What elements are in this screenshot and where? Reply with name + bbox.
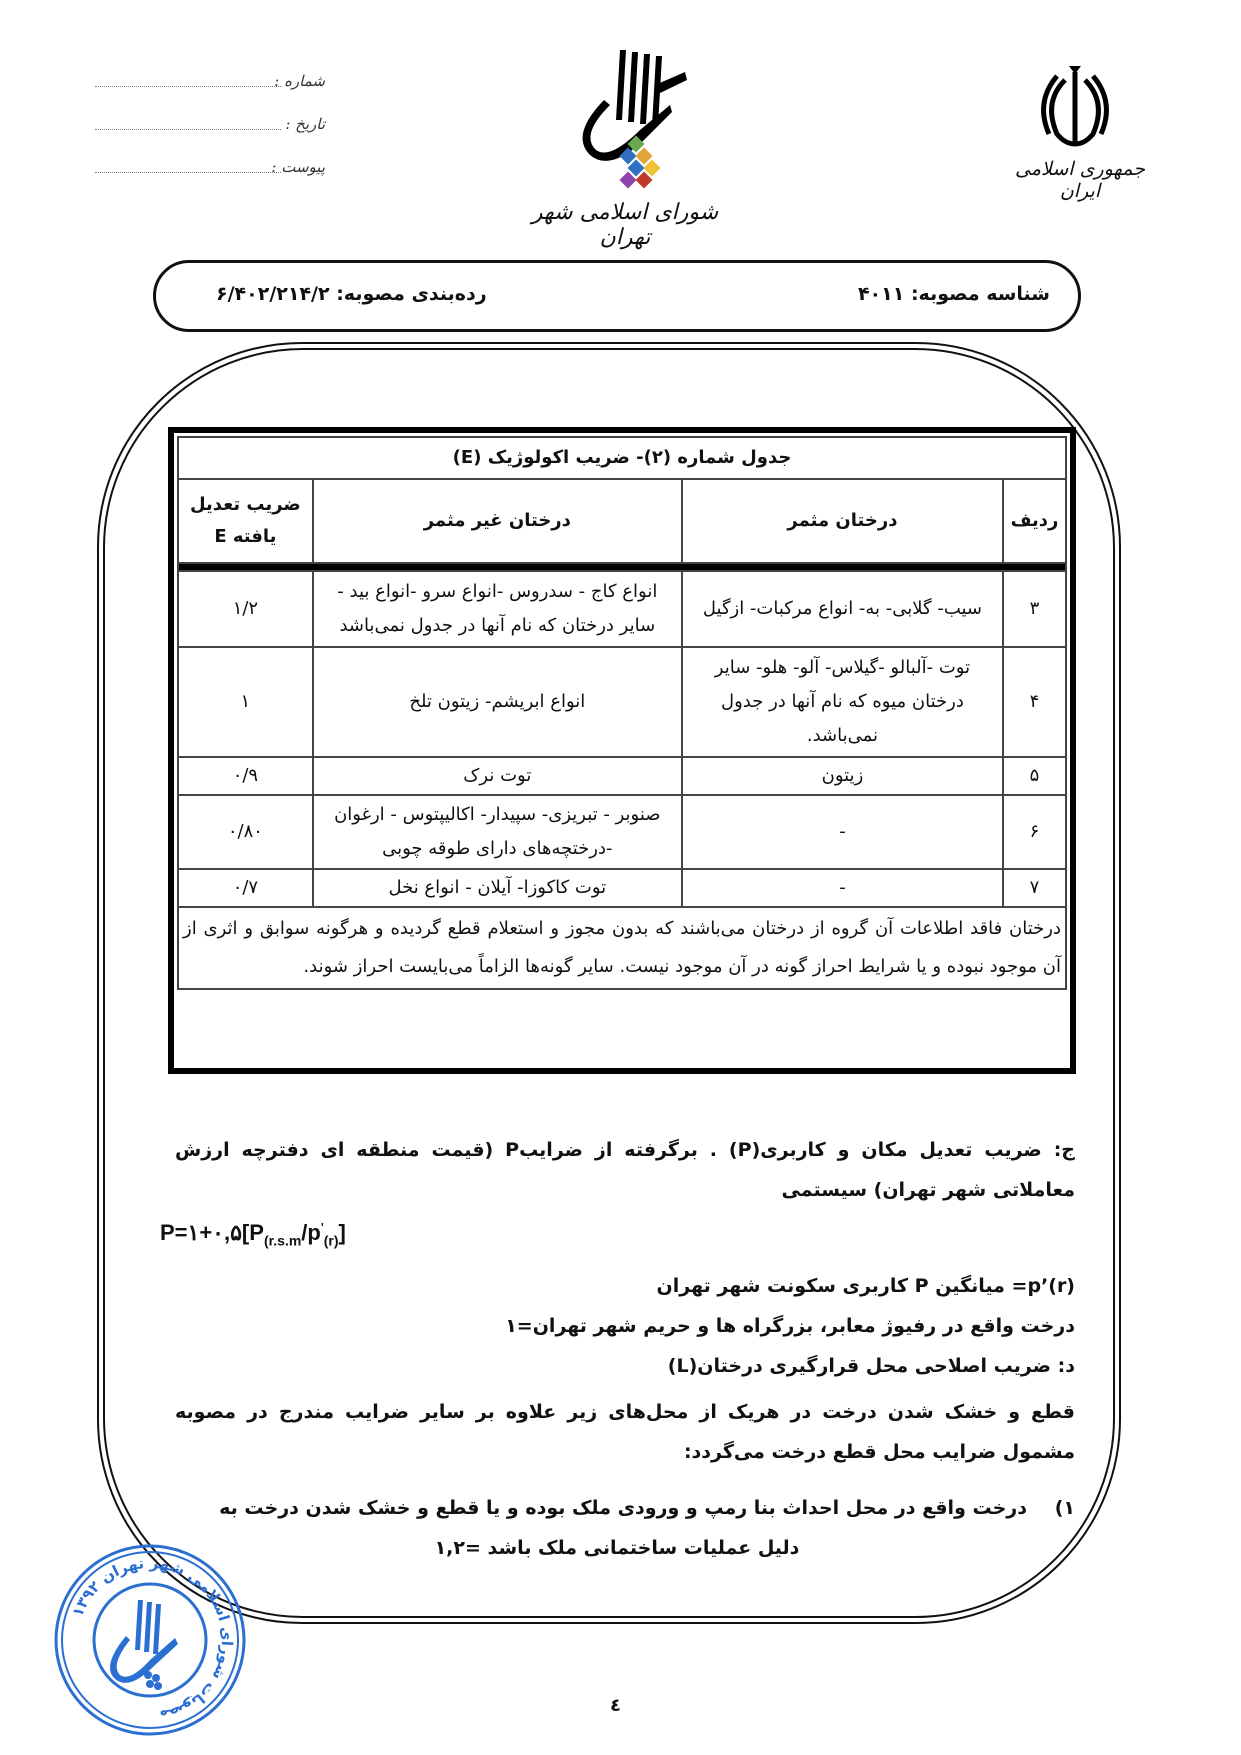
resolution-classification: رده‌بندی مصوبه: ۶/۴۰۲/۲۱۴/۲ bbox=[216, 283, 487, 305]
header-separator bbox=[178, 563, 1066, 571]
formula-sub-r: (r) bbox=[323, 1232, 339, 1249]
coefficient-cell: ۱/۲ bbox=[178, 571, 313, 647]
nonfruit-trees-cell: توت نرک bbox=[313, 757, 682, 795]
fruit-trees-cell: توت -آلبالو -گیلاس- آلو- هلو- سایر درختان میوه که نام آنها در جدول نمی‌باشد. bbox=[682, 647, 1003, 757]
table-row bbox=[178, 869, 1066, 907]
row-number: ۳ bbox=[1003, 571, 1066, 647]
table-row bbox=[178, 757, 1066, 795]
p-formula bbox=[160, 1220, 346, 1248]
paragraph-cut-trees: قطع و خشک شدن درخت در هریک از محل‌های زیر علاوه بر سایر ضرایب مندرج در مصوبه مشمول ضرایب محل قطع درخت می‌گردد: bbox=[175, 1401, 1075, 1463]
table-row bbox=[178, 571, 1066, 647]
date-label: تاریخ : bbox=[285, 115, 325, 133]
list-item-1-text: درخت واقع در محل احداث بنا رمپ و ورودی ملک بوده و یا قطع و خشک شدن درخت به دلیل عملیات ساختمانی ملک باشد =۱,۲ bbox=[219, 1497, 1027, 1559]
nonfruit-trees-cell: توت کاکوزا- آیلان - انواع نخل bbox=[313, 869, 682, 907]
formula-end: ] bbox=[338, 1220, 346, 1245]
header-adjusted-coefficient: ضریب تعدیل یافته E bbox=[178, 479, 313, 563]
table-note: درختان فاقد اطلاعات آن گروه از درختان می‌باشند که بدون مجوز و استعلام قطع گردیده و هرگونه سوابق و اثری از آن موجود نبوده و یا شرایط احراز گونه در آن موجود نیست. سایر گونه‌ها الزاماً می‌بایست احراز شوند. bbox=[178, 907, 1066, 989]
nonfruit-trees-cell: انواع کاج - سدروس -انواع سرو -انواع بید - سایر درختان که نام آنها در جدول نمی‌باشد bbox=[313, 571, 682, 647]
row-number: ۴ bbox=[1003, 647, 1066, 757]
list-item-1 bbox=[175, 1488, 1075, 1568]
roadside-coefficient: درخت واقع در رفیوژ معابر، بزرگراه ها و حریم شهر تهران=۱ bbox=[505, 1315, 1075, 1337]
nonfruit-trees-cell: انواع ابریشم- زیتون تلخ bbox=[313, 647, 682, 757]
row-number: ۶ bbox=[1003, 795, 1066, 869]
coefficient-cell: ۰/۷ bbox=[178, 869, 313, 907]
fruit-trees-cell: - bbox=[682, 869, 1003, 907]
header-fruit-trees: درختان مثمر bbox=[682, 479, 1003, 563]
number-field bbox=[95, 72, 325, 96]
resolution-id-bar bbox=[153, 260, 1081, 332]
date-field bbox=[95, 115, 325, 139]
attachment-field bbox=[95, 158, 325, 182]
paragraph-location-coefficient: ج: ضریب تعدیل مکان و کاربری(P) . برگرفته از ضرایبP (قیمت منطقه ای دفترچه ارزش معاملاتی شهر تهران) سیستمی bbox=[175, 1139, 1076, 1201]
council-logo-icon bbox=[560, 50, 710, 210]
coefficient-cell: ۰/۹ bbox=[178, 757, 313, 795]
table-title: جدول شماره (۲)- ضریب اکولوژیک (E) bbox=[178, 437, 1066, 479]
attachment-label: پیوست : bbox=[271, 158, 325, 176]
list-item-1-number: ۱) bbox=[1054, 1497, 1075, 1519]
ecological-coefficient-table bbox=[168, 427, 1076, 1074]
table-row bbox=[178, 647, 1066, 757]
page-number: ٤ bbox=[610, 1695, 621, 1716]
council-seal-stamp-icon bbox=[50, 1540, 250, 1740]
stamp-text: مصوبات شورای اسلامی شهر تهران ۱۳۹۲ bbox=[68, 1553, 237, 1726]
header-nonfruit-trees: درختان غیر مثمر bbox=[313, 479, 682, 563]
coefficient-cell: ۰/۸۰ bbox=[178, 795, 313, 869]
table-note-row bbox=[178, 907, 1066, 989]
paragraph-location-correction: د: ضریب اصلاحی محل قرارگیری درختان(L) bbox=[667, 1355, 1075, 1377]
nonfruit-trees-cell: صنوبر - تبریزی- سپیدار- اکالیپتوس - ارغوان -درختچه‌های دارای طوقه چوبی bbox=[313, 795, 682, 869]
formula-div: /p bbox=[301, 1220, 321, 1245]
p-prime-definition: p’(r)= میانگین P کاربری سکونت شهر تهران bbox=[656, 1275, 1075, 1297]
row-number: ۵ bbox=[1003, 757, 1066, 795]
table-row bbox=[178, 795, 1066, 869]
formula-prime: ' bbox=[320, 1220, 324, 1235]
formula-lhs: P=۱+۰,۵[P bbox=[160, 1220, 264, 1245]
council-caption: شورای اسلامی شهر تهران bbox=[531, 200, 719, 250]
fruit-trees-cell: - bbox=[682, 795, 1003, 869]
formula-sub-rsm: (r.s.m bbox=[263, 1232, 302, 1249]
date-dotted-line bbox=[95, 129, 281, 130]
coefficient-cell: ۱ bbox=[178, 647, 313, 757]
row-number: ۷ bbox=[1003, 869, 1066, 907]
emblem-caption: جمهوری اسلامی ایران bbox=[1015, 158, 1145, 202]
attachment-dotted-line bbox=[95, 172, 281, 173]
fruit-trees-cell: سیب- گلابی- به- انواع مرکبات- ازگیل bbox=[682, 571, 1003, 647]
number-dotted-line bbox=[95, 86, 281, 87]
iran-emblem-icon bbox=[1035, 62, 1115, 152]
fruit-trees-cell: زیتون bbox=[682, 757, 1003, 795]
number-label: شماره : bbox=[274, 72, 325, 90]
header-row-number: ردیف bbox=[1003, 479, 1066, 563]
resolution-id: شناسه مصوبه: ۴۰۱۱ bbox=[857, 283, 1050, 305]
